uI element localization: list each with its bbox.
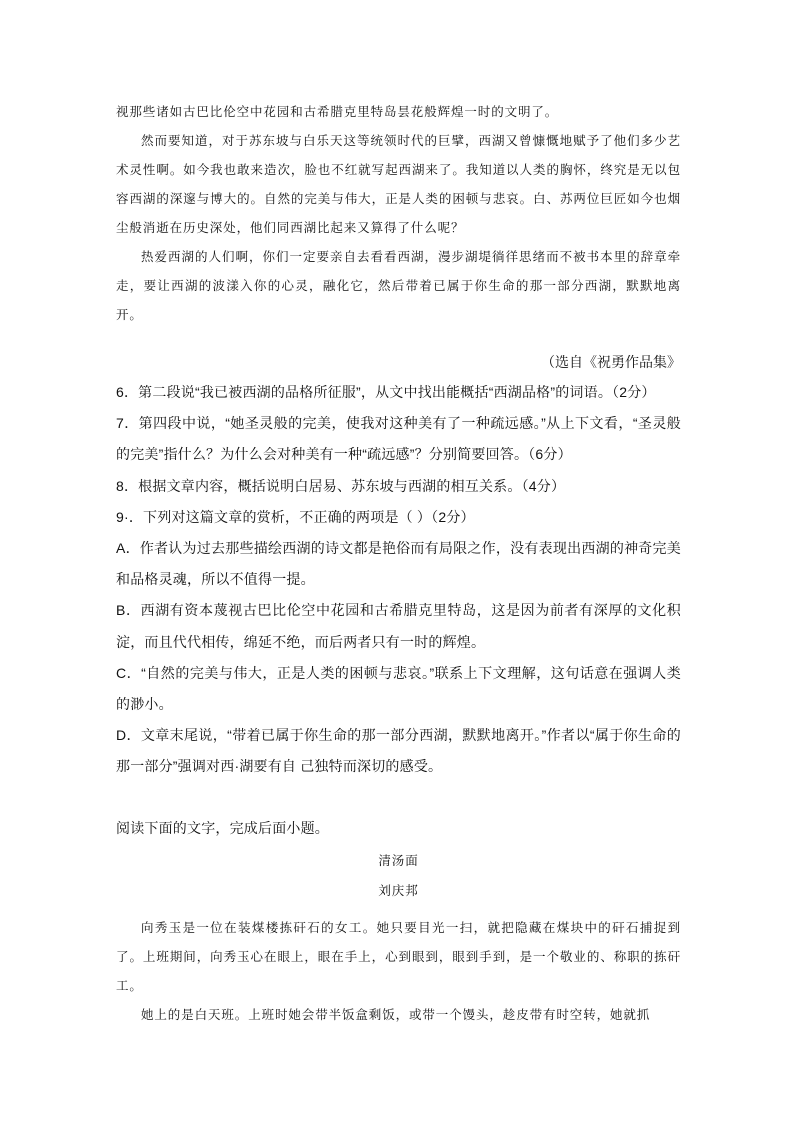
essay-passage: [116, 97, 681, 329]
question-7: 7．第四段中说，“她圣灵般的完美，使我对这种美有了一种疏远感。”从上下文看，“圣灵般的完美”指什么？为什么会对种美有一种“疏远感”？分别简要回答。（6分）: [116, 415, 681, 463]
questions-section: [116, 377, 681, 783]
question-6: 6．第二段说“我已被西湖的品格所征服”，从文中找出能概括“西湖品格”的词语。（2分）: [116, 384, 656, 400]
question-8: 8．根据文章内容，概括说明白居易、苏东坡与西湖的相互关系。（4分）: [116, 477, 566, 494]
essay-paragraph: 热爱西湖的人们啊，你们一定要亲自去看看西湖，漫步湖堤徜徉思绪而不被书本里的辞章牵走，要让西湖的波漾入你的心灵，融化它，然后带着已属于你生命的那一部分西湖，默默地离开。: [116, 249, 681, 322]
option-b: B．西湖有资本蔑视古巴比伦空中花园和古希腊克里特岛，这是因为前者有深厚的文化积淀，而且代代相传，绵延不绝，而后两者只有一时的辉煌。: [116, 602, 681, 650]
option-a: A．作者认为过去那些描绘西湖的诗文都是艳俗而有局限之作，没有表现出西湖的神奇完美和品格灵魂，所以不值得一提。: [116, 540, 681, 588]
question-9: 9·．下列对这篇文章的赏析，不正确的两项是（ ）（2分）: [116, 508, 475, 525]
story-author: 刘庆邦: [378, 883, 419, 898]
story-paragraph: 她上的是白天班。上班时她会带半饭盒剩饭，或带一个馒头，趁皮带有时空转，她就抓: [141, 1007, 651, 1022]
option-d: D．文章末尾说，“带着已属于你生命的那一部分西湖，默默地离开。”作者以“属于你生命的那一部分”强调对西·湖要有自 己独特而深切的感受。: [116, 727, 681, 775]
story-paragraph: 向秀玉是一位在装煤楼拣矸石的女工。她只要目光一扫，就把隐藏在煤块中的矸石捕捉到了。上班期间，向秀玉心在眼上，眼在手上，心到眼到，眼到手到，是一个敬业的、称职的拣矸工。: [116, 920, 681, 993]
reading-instruction: 阅读下面的文字，完成后面小题。: [116, 820, 329, 836]
essay-line: 视那些诸如古巴比伦空中花园和古希腊克里特岛昙花般辉煌一时的文明了。: [116, 104, 559, 119]
option-c: C．“自然的完美与伟大，正是人类的困顿与悲哀。”联系上下文理解，这句话意在强调人类的渺小。: [116, 664, 681, 713]
source-citation: （选自《祝勇作品集》: [541, 354, 681, 370]
story-title: 清汤面: [378, 853, 419, 868]
essay-paragraph: 然而要知道，对于苏东坡与白乐天这等统领时代的巨擘，西湖又曾慷慨地赋予了他们多少艺术灵性啊。如今我也敢来造次，脸也不红就写起西湖来了。我知道以人类的胸怀，终究是无以包容西湖的深邃与博大的。自然的完美与伟大，正是人类的困顿与悲哀。白、苏两位巨匠如今也烟尘般消逝在历史深处，他们同西湖比起来又算得了什么呢？: [116, 133, 681, 235]
story-passage: [116, 913, 681, 1029]
